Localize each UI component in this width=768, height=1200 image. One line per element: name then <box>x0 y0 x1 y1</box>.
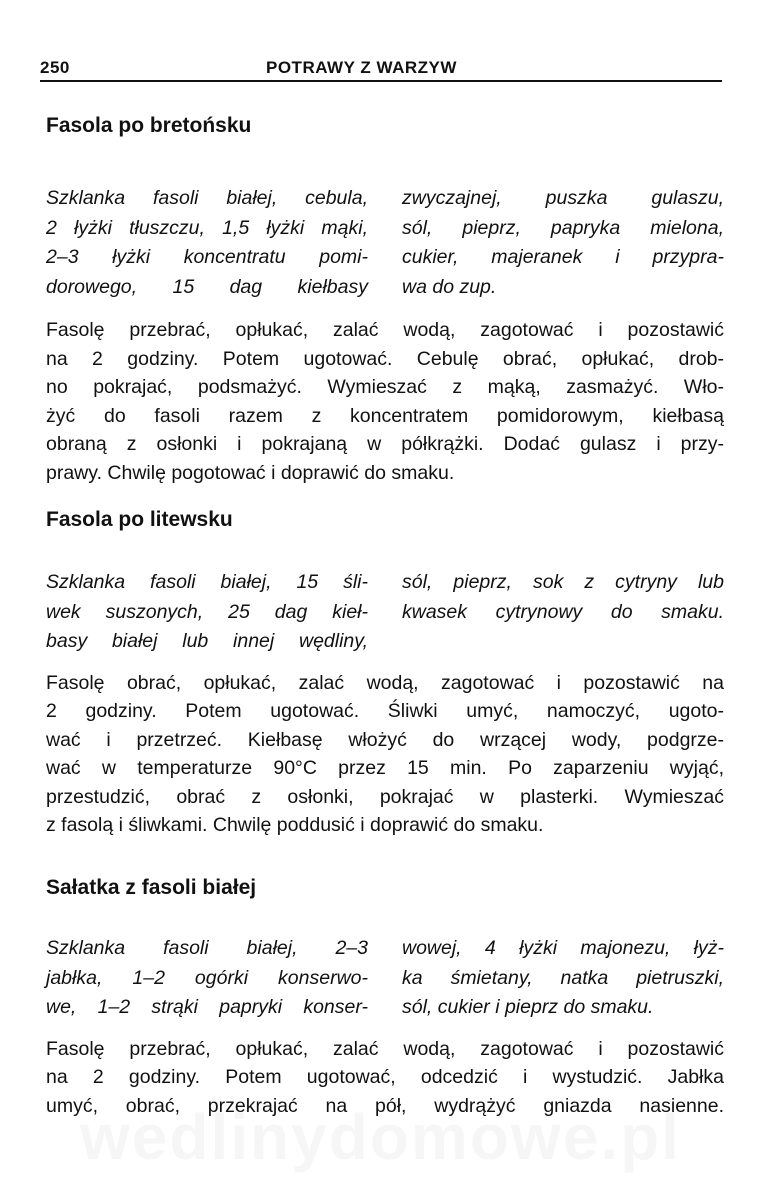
method-line: wać i przetrzeć. Kiełbasę włożyć do wrzącej wody, podgrze- <box>46 728 724 751</box>
recipe-title: Fasola po bretońsku <box>46 114 252 137</box>
ingredients-line: Szklanka fasoli białej, 15 śli- <box>46 571 368 593</box>
ingredients-line: 2–3 łyżki koncentratu pomi- <box>46 246 368 268</box>
ingredients-right-column <box>402 184 724 302</box>
ingredients-line: dorowego, 15 dag kiełbasy <box>46 275 368 298</box>
ingredients-line: jabłka, 1–2 ogórki konserwo- <box>46 966 368 989</box>
recipe-method <box>46 316 724 487</box>
ingredients-line: we, 1–2 strąki papryki konser- <box>46 996 368 1018</box>
method-line: Fasolę przebrać, opłukać, zalać wodą, zagotować i pozostawić <box>46 1037 724 1060</box>
method-line: z fasolą i śliwkami. Chwilę poddusić i doprawić do smaku. <box>46 814 544 836</box>
ingredients-line: 2 łyżki tłuszczu, 1,5 łyżki mąki, <box>46 216 368 239</box>
ingredients-list <box>46 934 724 1023</box>
ingredients-line: wek suszonych, 25 dag kieł- <box>46 600 368 623</box>
method-line: żyć do fasoli razem z koncentratem pomidorowym, kiełbasą <box>46 404 724 427</box>
ingredients-list <box>46 568 724 657</box>
ingredients-left-column <box>46 184 368 302</box>
method-line: 2 godziny. Potem ugotować. Śliwki umyć, namoczyć, ugoto- <box>46 700 724 722</box>
ingredients-line: wowej, 4 łyżki majonezu, łyż- <box>402 937 724 959</box>
ingredients-line: wa do zup. <box>402 275 497 298</box>
ingredients-left-column <box>46 934 368 1023</box>
method-line: no pokrajać, podsmażyć. Wymieszać z mąką, zasmażyć. Wło- <box>46 376 724 398</box>
method-line: obraną z osłonki i pokrajaną w półkrążki. Dodać gulasz i przy- <box>46 433 724 455</box>
method-line: na 2 godziny. Potem ugotować, odcedzić i wystudzić. Jabłka <box>46 1066 724 1088</box>
method-line: Fasolę przebrać, opłukać, zalać wodą, zagotować i pozostawić <box>46 319 724 341</box>
running-head: POTRAWY Z WARZYW <box>266 58 457 77</box>
recipe-fasola-po-litewsku <box>46 506 724 840</box>
ingredients-line: Szklanka fasoli białej, cebula, <box>46 187 368 209</box>
recipe-salatka-z-fasoli-bialej <box>46 874 724 1120</box>
ingredients-line: cukier, majeranek i przypra- <box>402 246 724 268</box>
ingredients-line: sól, pieprz, papryka mielona, <box>402 216 724 239</box>
ingredients-right-column <box>402 568 724 657</box>
ingredients-line: Szklanka fasoli białej, 2–3 <box>46 937 368 959</box>
recipe-title: Fasola po litewsku <box>46 508 233 531</box>
ingredients-right-column <box>402 934 724 1023</box>
method-line: umyć, obrać, przekrajać na pół, wydrążyć gniazda nasienne. <box>46 1094 724 1117</box>
watermark <box>80 1100 681 1174</box>
ingredients-list <box>46 184 724 302</box>
method-line: wać w temperaturze 90°C przez 15 min. Po zaparzeniu wyjąć, <box>46 757 724 779</box>
ingredients-left-column <box>46 568 368 657</box>
recipe-title: Sałatka z fasoli białej <box>46 876 257 899</box>
ingredients-line: sól, cukier i pieprz do smaku. <box>402 996 654 1018</box>
method-line: przestudzić, obrać z osłonki, pokrajać w plasterki. Wymieszać <box>46 785 724 808</box>
ingredients-line: kwasek cytrynowy do smaku. <box>402 600 724 623</box>
recipe-method <box>46 669 724 840</box>
method-line: na 2 godziny. Potem ugotować. Cebulę obrać, opłukać, drob- <box>46 347 724 370</box>
page-number: 250 <box>40 58 70 77</box>
ingredients-line: basy białej lub innej wędliny, <box>46 630 368 652</box>
method-line: prawy. Chwilę pogotować i doprawić do smaku. <box>46 461 455 484</box>
ingredients-line: ka śmietany, natka pietruszki, <box>402 966 724 989</box>
recipe-fasola-po-bretonsku <box>46 112 724 487</box>
page-header <box>40 58 722 82</box>
ingredients-line: zwyczajnej, puszka gulaszu, <box>402 187 724 209</box>
ingredients-line: sól, pieprz, sok z cytryny lub <box>402 571 724 593</box>
method-line: Fasolę obrać, opłukać, zalać wodą, zagotować i pozostawić na <box>46 671 724 694</box>
